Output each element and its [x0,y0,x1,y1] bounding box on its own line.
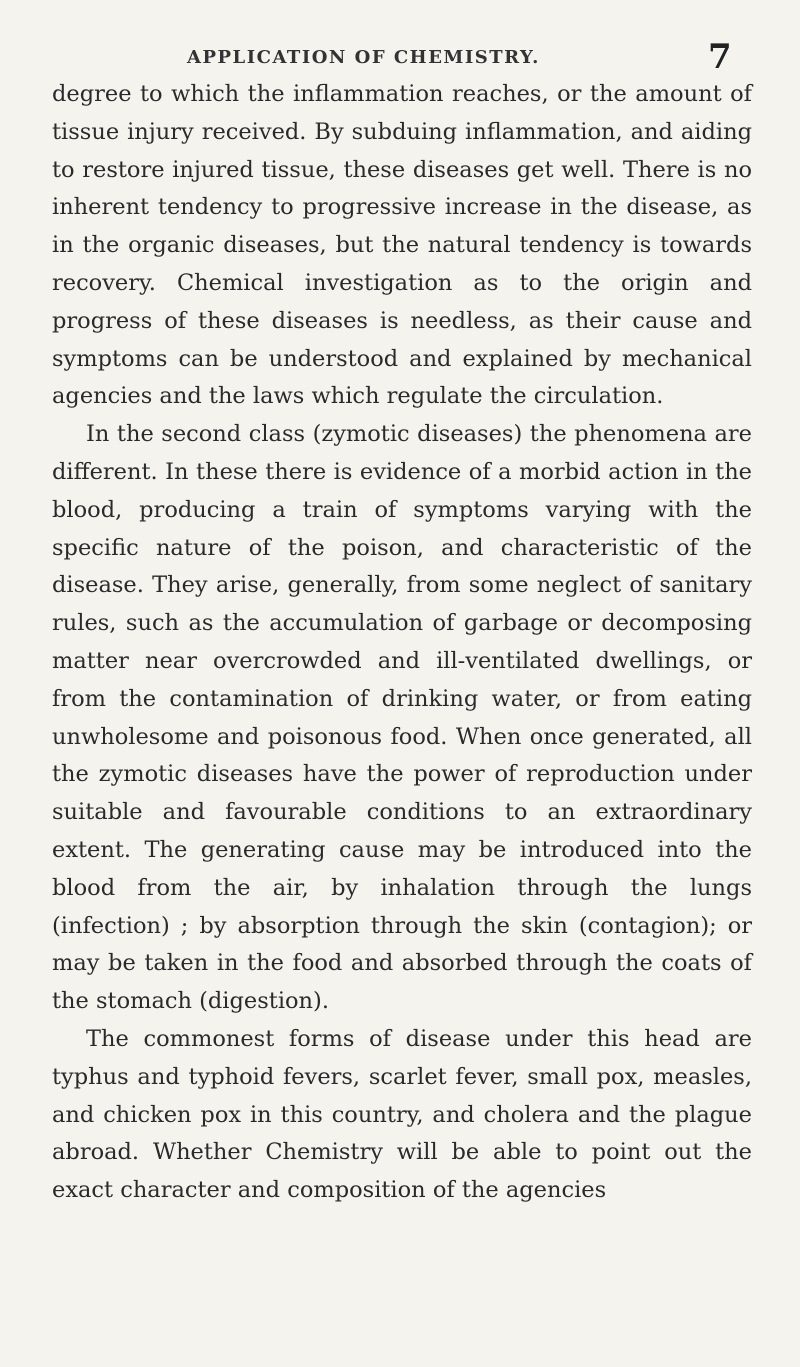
paragraph-continuation: degree to which the inflammation reaches, or the amount of tissue injury received. By subduing inflammation, and aiding to restore injured tissue, these diseases get well. There is no inherent tendency to progressive increase in the disease, as in the organic diseases, but the natural tendency is towards recovery. Chemical investigation as to the origin and progress of these diseases is needless, as their cause and symptoms can be understood and explained by mechanical agencies and the laws which regulate the circulation. [52,81,752,410]
page-number: 7 [708,37,732,77]
paragraph-common-forms: The commonest forms of disease under this head are typhus and typhoid fevers, scarlet fever, small pox, measles, and chicken pox in this country, and cholera and the plague abroad. Whether Chemistry will be able to point out the exact character and composition of the agencies [52,1025,752,1204]
paragraph-zymotic-diseases: In the second class (zymotic diseases) the phenomena are different. In these there is evidence of a morbid action in the blood, producing a train of symptoms varying with the specific nature of the poison, and characteristic of the disease. They arise, generally, from some neglect of sanitary rules, such as the accumulation of garbage or decomposing matter near overcrowded and ill-ventilated dwellings, or from the contamination of drinking water, or from eating unwholesome and poisonous food. When once generated, all the zymotic diseases have the power of reproduction under suitable and favourable conditions to an extraordinary extent. The generating cause may be introduced into the blood from the air, by inhalation through the lungs (infection) ; by absorption through the skin (contagion); or may be taken in the food and absorbed through the coats of the stomach (digestion). [52,421,752,1015]
body-text [52,76,752,1210]
running-head: APPLICATION OF CHEMISTRY. [187,47,540,68]
